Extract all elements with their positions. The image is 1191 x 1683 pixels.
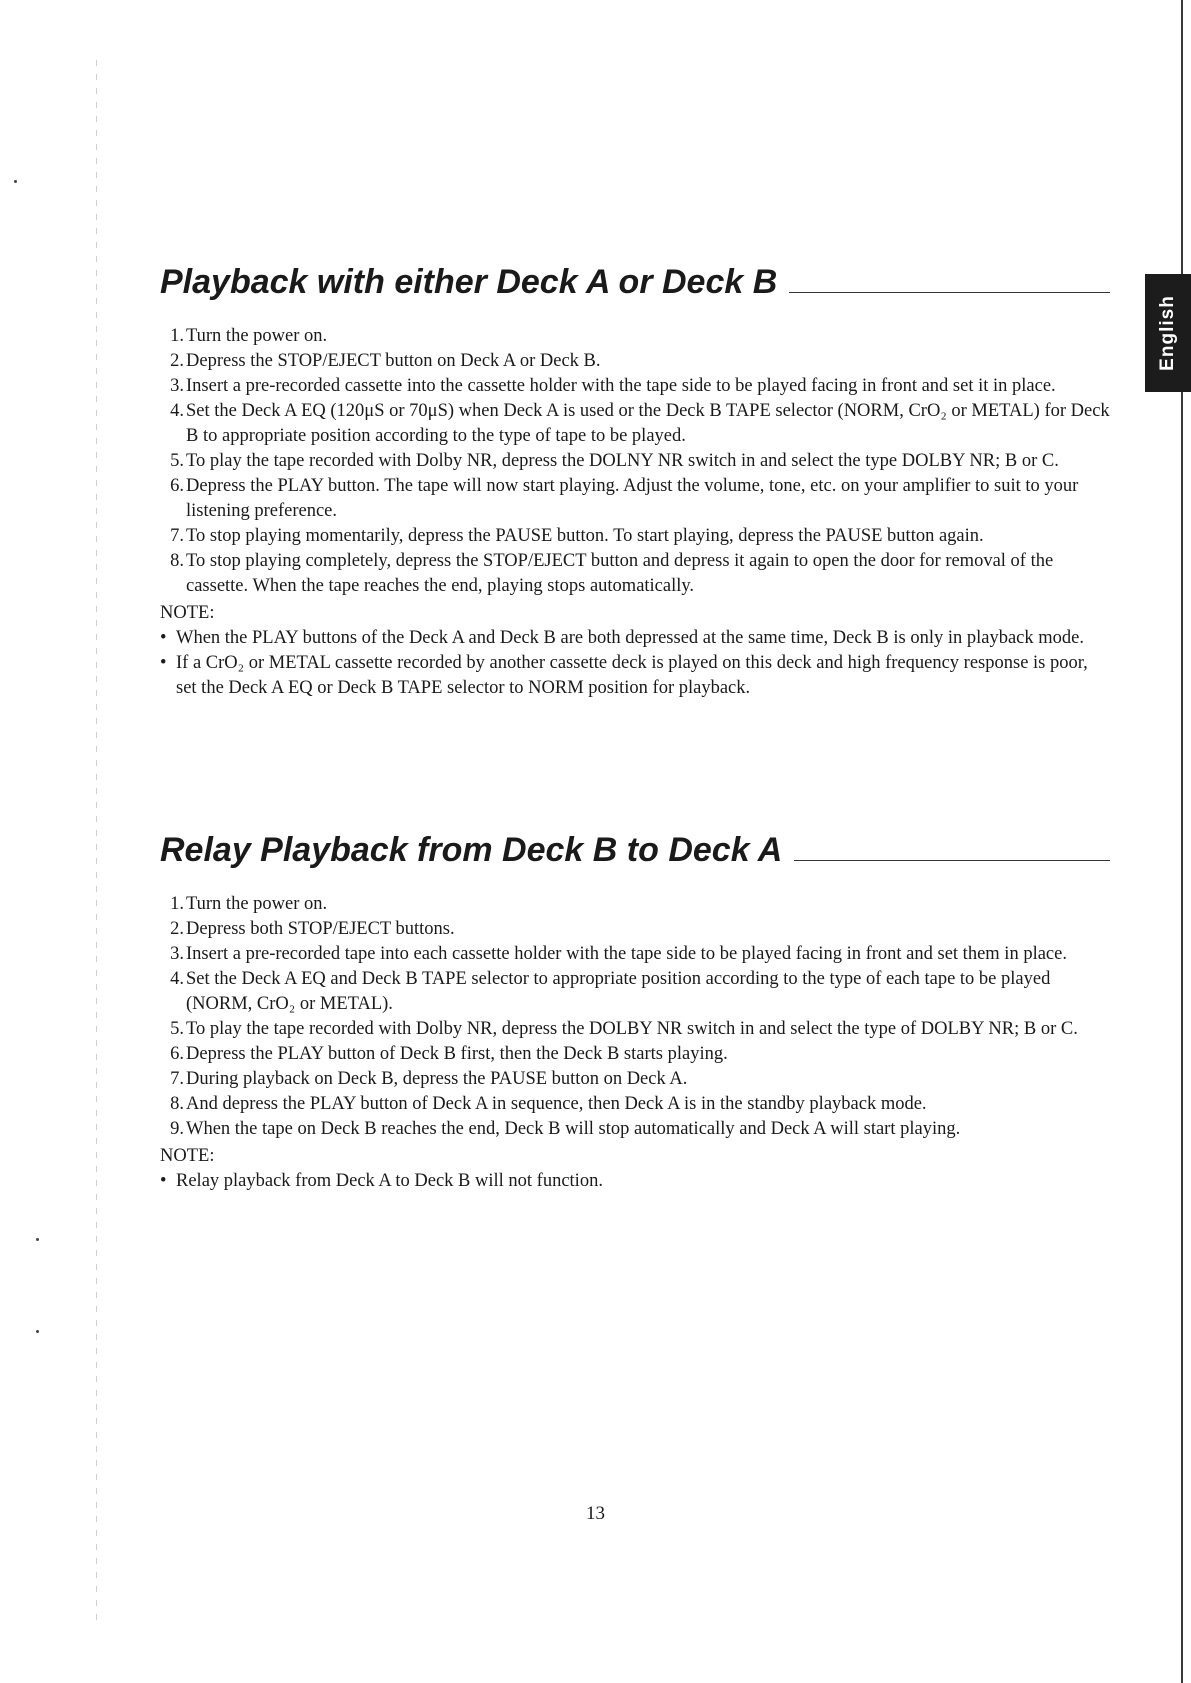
list-item: 8. To stop playing completely, depress the STOP/EJECT button and depress it again to open the door for removal of the cassette. When the tape reaches the end, playing stops automatically.	[170, 551, 1054, 596]
list-item: 2. Depress the STOP/EJECT button on Deck A or Deck B.	[170, 351, 601, 371]
scan-speck	[14, 180, 17, 183]
list-item: 5. To play the tape recorded with Dolby NR, depress the DOLBY NR switch in and select the type of DOLBY NR; B or C.	[170, 1019, 1078, 1039]
note-item: • If a CrO₂ or METAL cassette recorded by another cassette deck is played on this deck and high frequency response is poor, set the Deck A EQ or Deck B TAPE selector to NORM position for playback.	[160, 651, 1110, 701]
notes-list	[160, 1169, 1110, 1194]
section-relay-playback	[160, 830, 1110, 1194]
note-label: NOTE:	[160, 1146, 215, 1166]
list-item: 9. When the tape on Deck B reaches the end, Deck B will stop automatically and Deck A will start playing.	[170, 1119, 961, 1139]
heading-rule	[794, 860, 1110, 861]
note-label: NOTE:	[160, 603, 215, 623]
note-item: • When the PLAY buttons of the Deck A and Deck B are both depressed at the same time, Deck B is only in playback mode.	[160, 626, 1110, 651]
scan-speck	[36, 1330, 39, 1333]
list-item: 1. Turn the power on.	[170, 326, 328, 346]
list-item: 7. During playback on Deck B, depress the PAUSE button on Deck A.	[170, 1069, 688, 1089]
list-item: 3. Insert a pre-recorded cassette into the cassette holder with the tape side to be played facing in front and set it in place.	[170, 376, 1056, 396]
list-item: 7. To stop playing momentarily, depress the PAUSE button. To start playing, depress the PAUSE button again.	[170, 526, 984, 546]
list-item: 1. Turn the power on.	[170, 894, 328, 914]
list-item: 4. Set the Deck A EQ (120μS or 70μS) when Deck A is used or the Deck B TAPE selector (NORM, CrO₂ or METAL) for Deck B to appropriate position according to the type of tape to be played.	[170, 401, 1110, 446]
list-item: 4. Set the Deck A EQ and Deck B TAPE selector to appropriate position according to the type of each tape to be played (NORM, CrO₂ or METAL).	[170, 969, 1051, 1014]
notes-list	[160, 626, 1110, 701]
note-item: • Relay playback from Deck A to Deck B will not function.	[160, 1169, 1110, 1194]
steps-list	[160, 892, 1110, 1142]
section-title: Relay Playback from Deck B to Deck A	[160, 831, 783, 869]
list-item: 2. Depress both STOP/EJECT buttons.	[170, 919, 455, 939]
scan-speck	[36, 1238, 39, 1241]
list-item: 6. Depress the PLAY button of Deck B first, then the Deck B starts playing.	[170, 1044, 728, 1064]
section-playback	[160, 262, 1110, 701]
section-heading	[160, 830, 1110, 870]
heading-rule	[789, 292, 1110, 293]
list-item: 3. Insert a pre-recorded tape into each cassette holder with the tape side to be played facing in front and set them in place.	[170, 944, 1067, 964]
page-number: 13	[586, 1503, 605, 1524]
list-item: 5. To play the tape recorded with Dolby NR, depress the DOLNY NR switch in and select the type DOLBY NR; B or C.	[170, 451, 1059, 471]
page-edge-line	[1181, 0, 1183, 1683]
steps-list	[160, 324, 1110, 599]
section-title: Playback with either Deck A or Deck B	[160, 263, 778, 301]
list-item: 6. Depress the PLAY button. The tape will now start playing. Adjust the volume, tone, etc. on your amplifier to suit to your listening preference.	[170, 476, 1079, 521]
list-item: 8. And depress the PLAY button of Deck A in sequence, then Deck A is in the standby playback mode.	[170, 1094, 927, 1114]
language-tab-label: English	[1157, 295, 1178, 371]
language-tab	[1145, 274, 1191, 392]
binding-margin-line	[96, 60, 97, 1620]
section-heading	[160, 262, 1110, 302]
